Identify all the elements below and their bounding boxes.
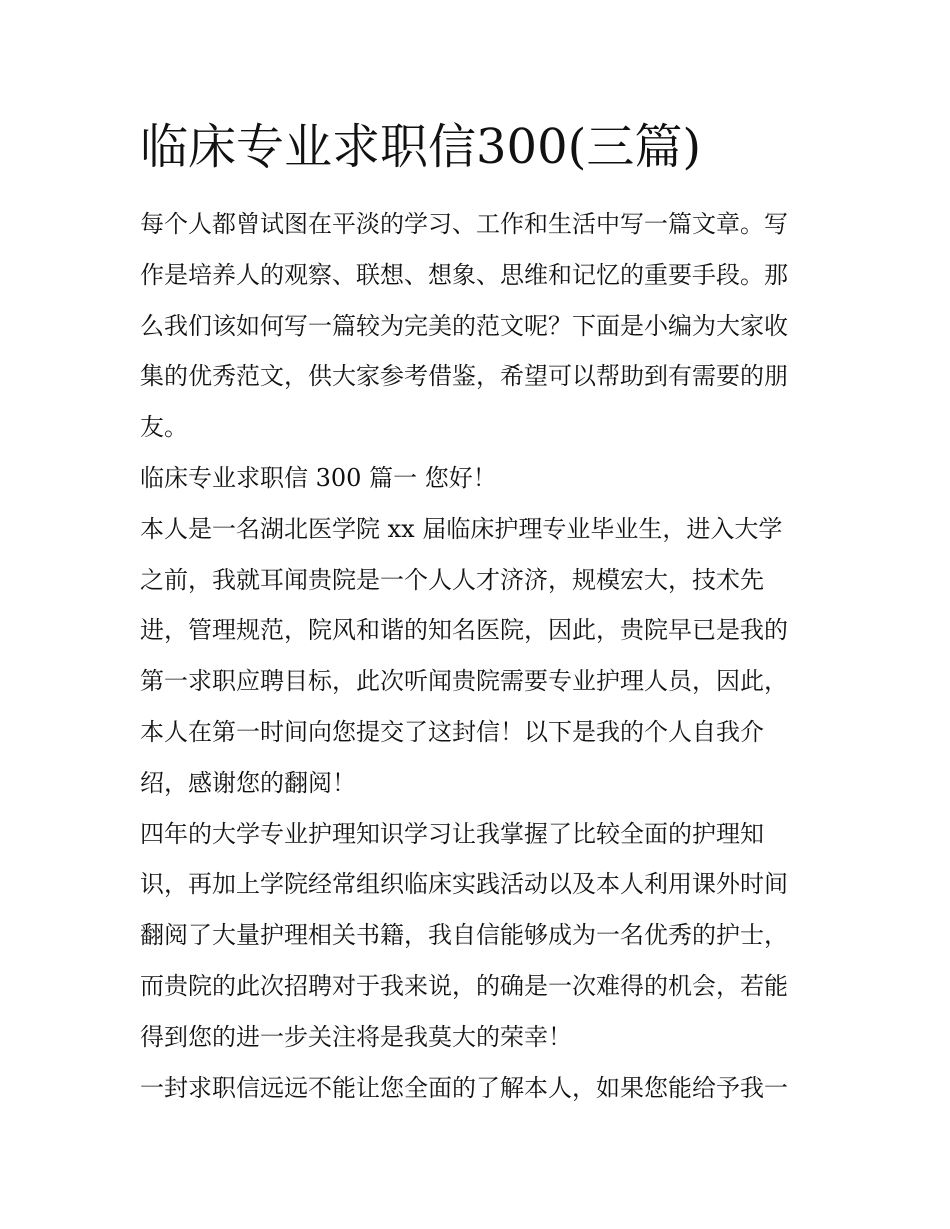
body-line: 而贵院的此次招聘对于我来说，的确是一次难得的机会，若能 bbox=[140, 971, 788, 1000]
document-title: 临床专业求职信300(三篇) bbox=[140, 119, 702, 175]
body-line: 一封求职信远远不能让您全面的了解本人，如果您能给予我一 bbox=[140, 1073, 788, 1102]
body-line: 集的优秀范文，供大家参考借鉴，希望可以帮助到有需要的朋 bbox=[140, 362, 788, 391]
body-line: 翻阅了大量护理相关书籍，我自信能够成为一名优秀的护士， bbox=[140, 921, 788, 950]
body-line: 作是培养人的观察、联想、想象、思维和记忆的重要手段。那 bbox=[140, 260, 788, 289]
body-line: 么我们该如何写一篇较为完美的范文呢？下面是小编为大家收 bbox=[140, 311, 788, 340]
body-line: 第一求职应聘目标，此次听闻贵院需要专业护理人员，因此， bbox=[140, 667, 788, 696]
body-line: 本人在第一时间向您提交了这封信！以下是我的个人自我介 bbox=[140, 717, 764, 746]
body-line: 本人是一名湖北医学院 xx 届临床护理专业毕业生，进入大学 bbox=[140, 514, 783, 543]
body-line: 友。 bbox=[140, 413, 188, 442]
body-line: 进，管理规范，院风和谐的知名医院，因此，贵院早已是我的 bbox=[140, 616, 788, 645]
body-line: 每个人都曾试图在平淡的学习、工作和生活中写一篇文章。写 bbox=[140, 210, 788, 238]
section-heading-line: 临床专业求职信 300 篇一 您好！ bbox=[140, 463, 497, 492]
body-line: 识，再加上学院经常组织临床实践活动以及本人利用课外时间 bbox=[140, 870, 788, 899]
body-line: 得到您的进一步关注将是我莫大的荣幸！ bbox=[140, 1022, 572, 1051]
body-line: 绍，感谢您的翻阅！ bbox=[140, 768, 356, 797]
body-line: 之前，我就耳闻贵院是一个人人才济济，规模宏大，技术先 bbox=[140, 565, 764, 594]
document-body bbox=[140, 199, 812, 1113]
body-line: 四年的大学专业护理知识学习让我掌握了比较全面的护理知 bbox=[140, 819, 764, 848]
